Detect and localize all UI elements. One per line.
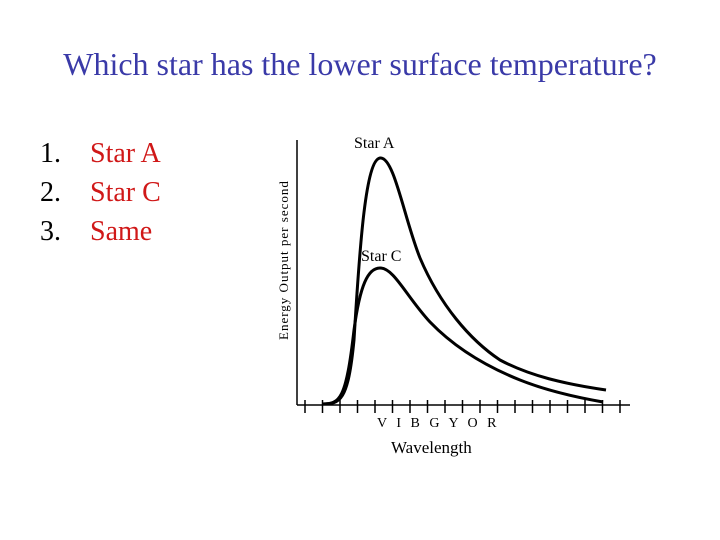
option-3-number: 3.	[40, 216, 61, 247]
y-axis-label: Energy Output per second	[276, 180, 291, 340]
curve-label-star-c: Star C	[361, 248, 402, 265]
curve-label-star-a: Star A	[354, 135, 395, 152]
question-title: Which star has the lower surface temperature?	[63, 46, 657, 82]
x-axis-ticks	[305, 400, 620, 413]
option-1-number: 1.	[40, 138, 61, 169]
option-3-label: Same	[90, 216, 153, 247]
curve-star-c	[322, 268, 603, 404]
spectrum-letters: V I B G Y O R	[377, 416, 500, 431]
x-axis-label: Wavelength	[391, 438, 472, 457]
option-2-number: 2.	[40, 177, 61, 208]
option-1-label: Star A	[90, 138, 161, 169]
option-2-label: Star C	[90, 177, 161, 208]
